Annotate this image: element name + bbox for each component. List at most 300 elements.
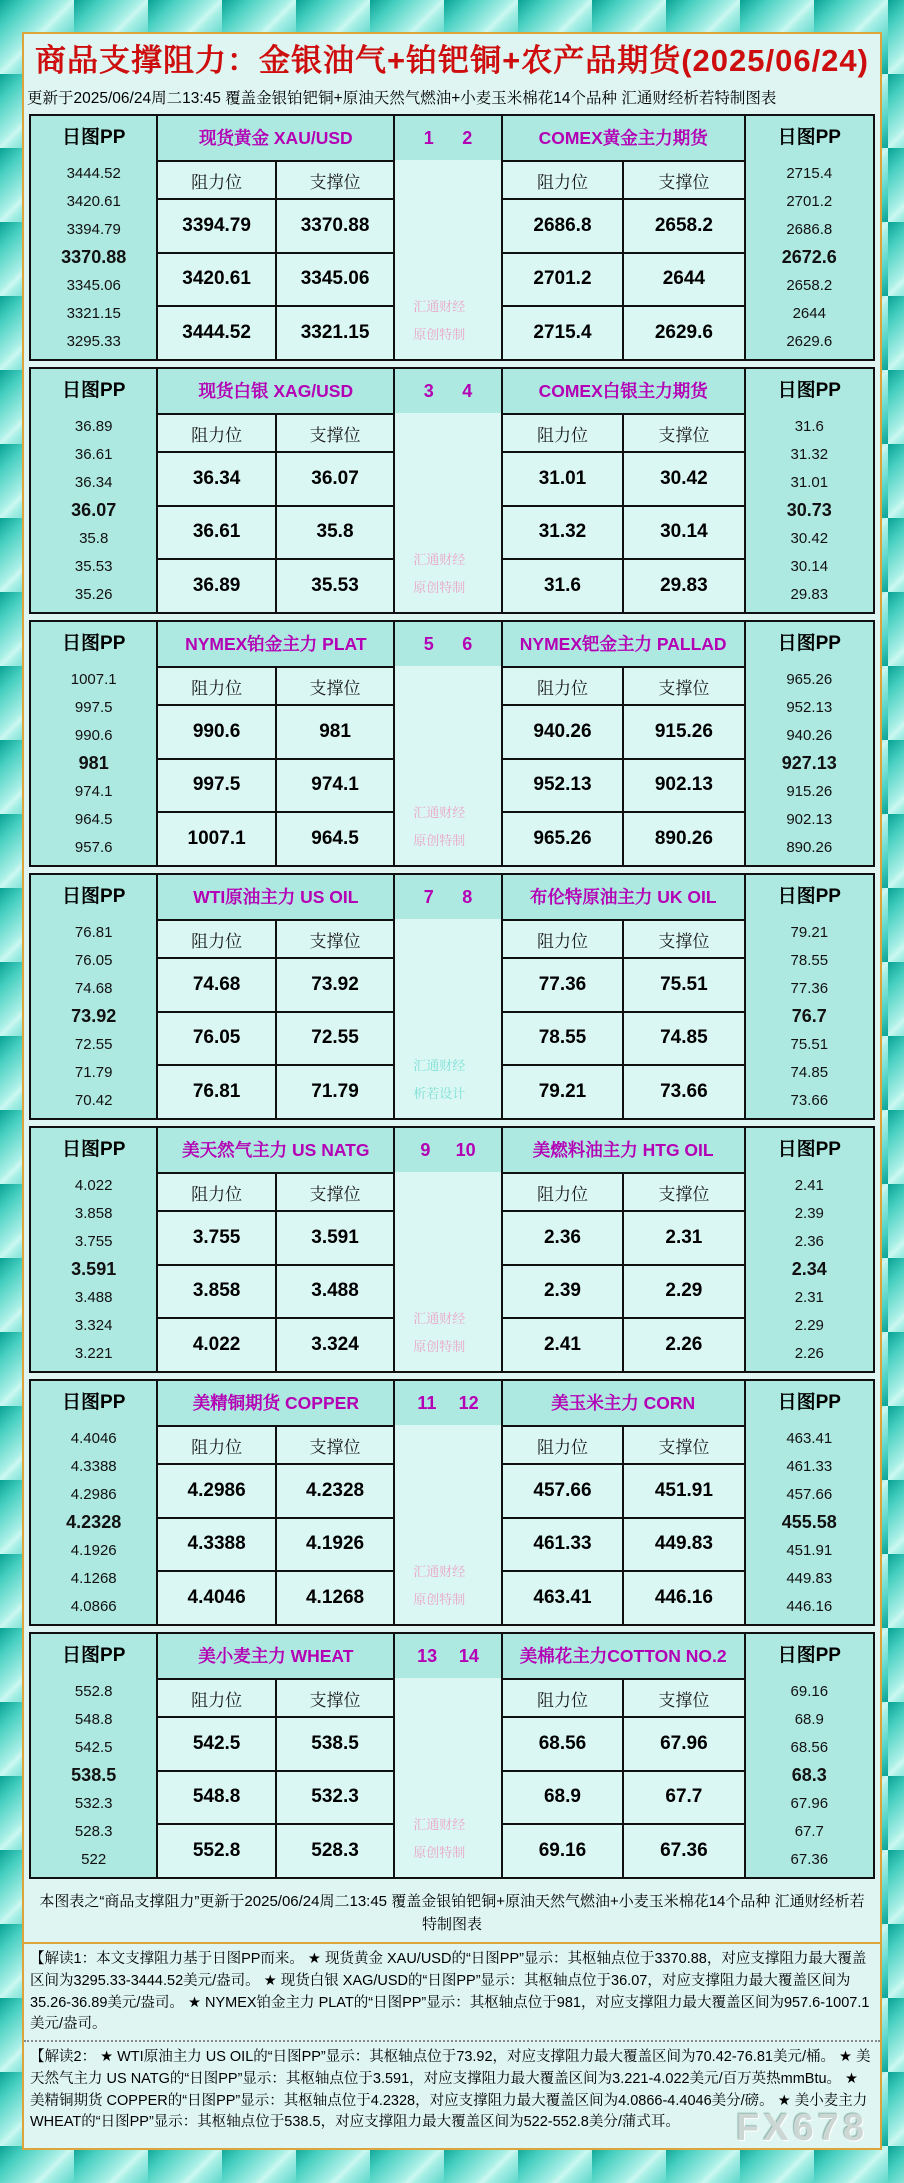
pp-values-left: [31, 413, 156, 612]
resistance-value: 997.5: [158, 760, 274, 812]
support-value: 902.13: [624, 760, 743, 812]
section-number-left: 11: [417, 1392, 437, 1413]
resistance-value: 31.01: [503, 453, 622, 505]
resistance-value: 4.3388: [158, 1519, 274, 1571]
pp-value: 542.5: [74, 1739, 113, 1757]
pp-value: 3.755: [74, 1233, 113, 1251]
content-box: [22, 32, 882, 2150]
pp-pivot-value: 73.92: [71, 1006, 117, 1026]
resistance-value: 965.26: [503, 813, 622, 865]
pp-value: 957.6: [74, 838, 113, 856]
section-number-left: 3: [423, 380, 434, 401]
watermark-line2: 析若设计: [413, 1086, 466, 1102]
pp-pivot-value: 3.591: [71, 1259, 117, 1279]
middle-column: [395, 116, 501, 359]
pp-header-left: 日图PP: [62, 127, 126, 148]
pp-header-right: 日图PP: [777, 1392, 841, 1413]
left-instrument-title: WTI原油主力 US OIL: [193, 887, 359, 907]
pp-column-right: [746, 116, 873, 359]
pp-value: 461.33: [786, 1458, 833, 1476]
watermark-line2: 原创特制: [413, 1592, 466, 1608]
support-value: 2.26: [624, 1319, 743, 1371]
left-sr-table: [158, 160, 393, 359]
resistance-value: 461.33: [503, 1519, 622, 1571]
resistance-header: 阻力位: [503, 162, 622, 198]
left-sr-table: [158, 919, 393, 1118]
section-number-right: 4: [462, 380, 473, 401]
pp-value: 4.2986: [70, 1486, 117, 1504]
pp-column-left: [31, 1634, 156, 1877]
pp-value: 457.66: [786, 1486, 833, 1504]
left-instrument-title: 美天然气主力 US NATG: [182, 1140, 370, 1160]
left-instrument-table: [156, 875, 395, 1118]
right-instrument-title: 美燃料油主力 HTG OIL: [532, 1140, 714, 1160]
pp-value: 31.01: [790, 474, 829, 492]
pp-value: 3444.52: [66, 165, 121, 183]
left-instrument-table: [156, 116, 395, 359]
update-subtitle: 更新于2025/06/24周二13:45 覆盖金银铂钯铜+原油天然气燃油+小麦玉米棉花14个品种 汇通财经析若特制图表: [27, 90, 777, 107]
resistance-value: 68.56: [503, 1718, 622, 1770]
right-sr-table: [503, 919, 744, 1118]
pp-value: 2.41: [794, 1177, 824, 1195]
pp-pivot-value: 76.7: [791, 1006, 827, 1026]
support-value: 4.1926: [277, 1519, 393, 1571]
resistance-value: 36.34: [158, 453, 274, 505]
resistance-value: 2.41: [503, 1319, 622, 1371]
support-value: 35.53: [277, 560, 393, 612]
pp-values-left: [31, 666, 156, 865]
pp-pivot-value: 981: [78, 753, 109, 773]
support-header: 支撑位: [624, 415, 743, 451]
pp-value: 36.61: [74, 446, 113, 464]
resistance-value: 457.66: [503, 1465, 622, 1517]
commodity-section: [29, 1379, 875, 1626]
left-instrument-table: [156, 369, 395, 612]
pp-header-left: 日图PP: [62, 1139, 126, 1160]
section-numbers: [395, 1128, 501, 1172]
pp-values-left: [31, 1425, 156, 1624]
pp-value: 965.26: [786, 671, 833, 689]
pp-value: 67.7: [794, 1822, 824, 1840]
watermark-line1: 汇通财经: [413, 1311, 466, 1327]
resistance-value: 3.755: [158, 1212, 274, 1264]
pp-value: 30.42: [790, 529, 829, 547]
pp-value: 30.14: [790, 557, 829, 575]
pp-header-right: 日图PP: [777, 1645, 841, 1666]
support-value: 2.31: [624, 1212, 743, 1264]
resistance-value: 940.26: [503, 706, 622, 758]
support-value: 451.91: [624, 1465, 743, 1517]
middle-column: [395, 1128, 501, 1371]
support-value: 890.26: [624, 813, 743, 865]
pp-value: 67.36: [790, 1850, 829, 1868]
pp-value: 4.1268: [70, 1569, 117, 1587]
pp-pivot-value: 2672.6: [781, 247, 837, 267]
pp-value: 915.26: [786, 782, 833, 800]
brand-watermark: [395, 1558, 501, 1624]
right-instrument-title: 布伦特原油主力 UK OIL: [529, 887, 717, 907]
support-value: 3370.88: [277, 200, 393, 252]
section-number-left: 5: [423, 633, 434, 654]
commodity-section: [29, 114, 875, 361]
pp-value: 2.31: [794, 1288, 824, 1306]
pp-value: 997.5: [74, 699, 113, 717]
support-value: 4.1268: [277, 1572, 393, 1624]
pp-value: 2.39: [794, 1205, 824, 1223]
section-number-left: 1: [423, 127, 434, 148]
pp-pivot-value: 927.13: [781, 753, 837, 773]
support-value: 30.14: [624, 507, 743, 559]
support-value: 67.7: [624, 1772, 743, 1824]
resistance-value: 2701.2: [503, 254, 622, 306]
pp-column-left: [31, 1381, 156, 1624]
left-instrument-title: 现货白银 XAG/USD: [198, 381, 354, 401]
support-value: 2.29: [624, 1266, 743, 1318]
watermark-line2: 原创特制: [413, 1339, 466, 1355]
brand-watermark: [395, 1052, 501, 1118]
resistance-value: 463.41: [503, 1572, 622, 1624]
watermark-line1: 汇通财经: [413, 1564, 466, 1580]
section-numbers: [395, 622, 501, 666]
watermark-line2: 原创特制: [413, 580, 466, 596]
pp-value: 548.8: [74, 1711, 113, 1729]
support-value: 67.36: [624, 1825, 743, 1877]
pp-header-right: 日图PP: [777, 380, 841, 401]
pp-value: 3.858: [74, 1205, 113, 1223]
left-instrument-table: [156, 1634, 395, 1877]
left-sr-table: [158, 1678, 393, 1877]
pp-value: 528.3: [74, 1822, 113, 1840]
resistance-header: 阻力位: [158, 921, 274, 957]
section-numbers: [395, 1634, 501, 1678]
support-value: 36.07: [277, 453, 393, 505]
middle-column: [395, 369, 501, 612]
pp-pivot-value: 36.07: [71, 500, 117, 520]
support-value: 981: [277, 706, 393, 758]
pp-column-left: [31, 369, 156, 612]
resistance-value: 4.2986: [158, 1465, 274, 1517]
resistance-value: 542.5: [158, 1718, 274, 1770]
support-header: 支撑位: [277, 1427, 393, 1463]
pp-header-left: 日图PP: [62, 1645, 126, 1666]
section-number-right: 2: [462, 127, 473, 148]
pp-value: 2644: [792, 304, 826, 322]
support-value: 30.42: [624, 453, 743, 505]
left-instrument-title: NYMEX铂金主力 PLAT: [185, 634, 367, 654]
pp-value: 2.26: [794, 1344, 824, 1362]
support-value: 3345.06: [277, 254, 393, 306]
section-number-right: 10: [455, 1139, 476, 1160]
support-value: 3.591: [277, 1212, 393, 1264]
support-value: 538.5: [277, 1718, 393, 1770]
pp-column-left: [31, 116, 156, 359]
section-number-left: 7: [423, 886, 434, 907]
resistance-value: 2.36: [503, 1212, 622, 1264]
pp-column-left: [31, 875, 156, 1118]
left-sr-table: [158, 1425, 393, 1624]
resistance-value: 952.13: [503, 760, 622, 812]
support-value: 2629.6: [624, 307, 743, 359]
pp-value: 890.26: [786, 838, 833, 856]
pp-values-right: [746, 1425, 873, 1624]
pp-value: 990.6: [74, 727, 113, 745]
section-number-right: 6: [462, 633, 473, 654]
support-header: 支撑位: [277, 1680, 393, 1716]
support-value: 915.26: [624, 706, 743, 758]
resistance-value: 76.81: [158, 1066, 274, 1118]
right-sr-table: [503, 160, 744, 359]
resistance-value: 74.68: [158, 959, 274, 1011]
resistance-value: 68.9: [503, 1772, 622, 1824]
support-value: 72.55: [277, 1013, 393, 1065]
brand-watermark: [395, 546, 501, 612]
pp-pivot-value: 2.34: [791, 1259, 827, 1279]
support-value: 35.8: [277, 507, 393, 559]
left-sr-table: [158, 666, 393, 865]
resistance-header: 阻力位: [503, 1427, 622, 1463]
pp-value: 2701.2: [786, 193, 833, 211]
pp-value: 463.41: [786, 1430, 833, 1448]
left-instrument-title: 美小麦主力 WHEAT: [198, 1646, 354, 1666]
resistance-value: 3444.52: [158, 307, 274, 359]
pp-value: 3295.33: [66, 332, 121, 350]
brand-watermark: [395, 799, 501, 865]
support-value: 4.2328: [277, 1465, 393, 1517]
right-sr-table: [503, 413, 744, 612]
pp-value: 31.6: [794, 418, 824, 436]
pp-header-right: 日图PP: [777, 633, 841, 654]
pp-value: 451.91: [786, 1541, 833, 1559]
section-numbers: [395, 1381, 501, 1425]
support-value: 964.5: [277, 813, 393, 865]
pp-value: 4.0866: [70, 1597, 117, 1615]
pp-value: 940.26: [786, 727, 833, 745]
resistance-header: 阻力位: [503, 921, 622, 957]
commodity-section: [29, 1632, 875, 1879]
middle-column: [395, 1381, 501, 1624]
resistance-value: 2.39: [503, 1266, 622, 1318]
middle-column: [395, 1634, 501, 1877]
pp-value: 35.26: [74, 585, 113, 603]
pp-value: 3.221: [74, 1344, 113, 1362]
resistance-value: 1007.1: [158, 813, 274, 865]
pp-value: 74.85: [790, 1063, 829, 1081]
pp-value: 964.5: [74, 810, 113, 828]
support-header: 支撑位: [277, 668, 393, 704]
support-value: 3.324: [277, 1319, 393, 1371]
pp-value: 2658.2: [786, 276, 833, 294]
support-value: 3321.15: [277, 307, 393, 359]
pp-value: 76.81: [74, 924, 113, 942]
pp-header-left: 日图PP: [62, 886, 126, 907]
pp-column-right: [746, 875, 873, 1118]
resistance-value: 4.4046: [158, 1572, 274, 1624]
support-header: 支撑位: [624, 921, 743, 957]
resistance-value: 36.61: [158, 507, 274, 559]
pp-value: 3.324: [74, 1316, 113, 1334]
right-sr-table: [503, 1425, 744, 1624]
pp-header-left: 日图PP: [62, 380, 126, 401]
pp-value: 76.05: [74, 952, 113, 970]
left-instrument-table: [156, 1381, 395, 1624]
pp-value: 36.34: [74, 474, 113, 492]
right-instrument-table: [501, 622, 746, 865]
pp-values-left: [31, 160, 156, 359]
support-value: 2658.2: [624, 200, 743, 252]
resistance-value: 990.6: [158, 706, 274, 758]
right-instrument-table: [501, 116, 746, 359]
right-instrument-table: [501, 875, 746, 1118]
watermark-line1: 汇通财经: [413, 805, 466, 821]
pp-value: 78.55: [790, 952, 829, 970]
pp-values-left: [31, 1678, 156, 1877]
right-sr-table: [503, 666, 744, 865]
pp-value: 552.8: [74, 1683, 113, 1701]
note-interpretation-1: 【解读1：本文支撑阻力基于日图PP而来。 ★ 现货黄金 XAU/USD的“日图PP”显示：其枢轴点位于3370.88，对应支撑阻力最大覆盖区间为3295.33-3444.52美元/盎司。 ★ 现货白银 XAG/USD的“日图PP”显示：其枢轴点位于36.07，对应支撑阻力最大覆盖区间为35.26-36.89美元/盎司。 ★ NYMEX铂金主力 PLAT的“日图PP”显示：其枢轴点位于981，对应支撑阻力最大覆盖区间为957.6-1007.1美元/盎司。: [30, 1951, 870, 2033]
pp-value: 29.83: [790, 585, 829, 603]
pp-value: 2.29: [794, 1316, 824, 1334]
pp-value: 1007.1: [70, 671, 117, 689]
pp-value: 31.32: [790, 446, 829, 464]
pp-pivot-value: 3370.88: [61, 247, 127, 267]
pp-value: 4.3388: [70, 1458, 117, 1476]
middle-body: [395, 919, 501, 1118]
watermark-line1: 汇通财经: [413, 299, 466, 315]
pp-value: 3420.61: [66, 193, 121, 211]
support-value: 2644: [624, 254, 743, 306]
pp-value: 2629.6: [786, 332, 833, 350]
left-sr-table: [158, 1172, 393, 1371]
footer-note: 本图表之“商品支撑阻力”更新于2025/06/24周二13:45 覆盖金银铂钯铜+原油天然气燃油+小麦玉米棉花14个品种 汇通财经析若特制图表: [24, 1886, 880, 1944]
pp-value: 532.3: [74, 1794, 113, 1812]
section-number-right: 8: [462, 886, 473, 907]
brand-watermark: [395, 293, 501, 359]
section-numbers: [395, 116, 501, 160]
middle-body: [395, 160, 501, 359]
support-header: 支撑位: [277, 162, 393, 198]
support-header: 支撑位: [624, 1680, 743, 1716]
pp-values-right: [746, 666, 873, 865]
right-instrument-table: [501, 1634, 746, 1877]
resistance-header: 阻力位: [503, 1680, 622, 1716]
resistance-value: 31.32: [503, 507, 622, 559]
note-interpretation-2: 【解读2： ★ WTI原油主力 US OIL的“日图PP”显示：其枢轴点位于73.92，对应支撑阻力最大覆盖区间为70.42-76.81美元/桶。 ★ 美天然气主力 US NATG的“日图PP”显示：其枢轴点位于3.591，对应支撑阻力最大覆盖区间为3.221-4.022美元/百万英热mmBtu。 ★ 美精铜期货 COPPER的“日图PP”显示：其枢轴点位于4.2328，对应支撑阻力最大覆盖区间为4.0866-4.4046美分/磅。 ★ 美小麦主力 WHEAT的“日图PP”显示：其枢轴点位于538.5，对应支撑阻力最大覆盖区间为522-552.8美分/蒲式耳。: [24, 2040, 880, 2138]
resistance-value: 69.16: [503, 1825, 622, 1877]
pp-value: 35.53: [74, 557, 113, 575]
section-numbers: [395, 875, 501, 919]
middle-column: [395, 875, 501, 1118]
resistance-header: 阻力位: [158, 668, 274, 704]
pp-values-right: [746, 160, 873, 359]
support-header: 支撑位: [277, 1174, 393, 1210]
support-header: 支撑位: [624, 162, 743, 198]
resistance-value: 548.8: [158, 1772, 274, 1824]
left-instrument-table: [156, 1128, 395, 1371]
middle-body: [395, 1678, 501, 1877]
resistance-header: 阻力位: [158, 1680, 274, 1716]
pp-value: 4.4046: [70, 1430, 117, 1448]
resistance-value: 2686.8: [503, 200, 622, 252]
right-instrument-title: COMEX黄金主力期货: [538, 128, 708, 148]
pp-values-right: [746, 1678, 873, 1877]
commodity-section: [29, 873, 875, 1120]
right-instrument-title: 美棉花主力COTTON NO.2: [519, 1646, 727, 1666]
watermark-line2: 原创特制: [413, 833, 466, 849]
support-header: 支撑位: [624, 1427, 743, 1463]
right-sr-table: [503, 1678, 744, 1877]
right-instrument-title: NYMEX钯金主力 PALLAD: [519, 634, 727, 654]
support-value: 74.85: [624, 1013, 743, 1065]
resistance-value: 78.55: [503, 1013, 622, 1065]
right-instrument-table: [501, 1381, 746, 1624]
pp-pivot-value: 68.3: [791, 1765, 827, 1785]
support-value: 73.92: [277, 959, 393, 1011]
resistance-header: 阻力位: [503, 1174, 622, 1210]
pp-header-right: 日图PP: [777, 886, 841, 907]
support-value: 73.66: [624, 1066, 743, 1118]
pp-value: 74.68: [74, 980, 113, 998]
right-instrument-title: COMEX白银主力期货: [538, 381, 708, 401]
pp-pivot-value: 538.5: [71, 1765, 117, 1785]
resistance-value: 79.21: [503, 1066, 622, 1118]
section-number-right: 14: [458, 1645, 479, 1666]
pp-header-left: 日图PP: [62, 633, 126, 654]
pp-column-left: [31, 1128, 156, 1371]
resistance-header: 阻力位: [158, 1427, 274, 1463]
pp-value: 446.16: [786, 1597, 833, 1615]
support-value: 528.3: [277, 1825, 393, 1877]
section-number-right: 12: [458, 1392, 479, 1413]
watermark-line2: 原创特制: [413, 1845, 466, 1861]
pp-value: 974.1: [74, 782, 113, 800]
resistance-value: 76.05: [158, 1013, 274, 1065]
commodity-section: [29, 620, 875, 867]
brand-watermark: [395, 1305, 501, 1371]
resistance-header: 阻力位: [503, 668, 622, 704]
right-instrument-table: [501, 1128, 746, 1371]
pp-values-left: [31, 919, 156, 1118]
pp-value: 68.56: [790, 1739, 829, 1757]
resistance-value: 4.022: [158, 1319, 274, 1371]
resistance-value: 36.89: [158, 560, 274, 612]
pp-value: 72.55: [74, 1035, 113, 1053]
section-numbers: [395, 369, 501, 413]
pp-values-left: [31, 1172, 156, 1371]
resistance-value: 552.8: [158, 1825, 274, 1877]
resistance-header: 阻力位: [158, 162, 274, 198]
pp-value: 70.42: [74, 1091, 113, 1109]
pp-value: 952.13: [786, 699, 833, 717]
support-value: 3.488: [277, 1266, 393, 1318]
fx678-logo: FX678: [736, 2107, 868, 2149]
pp-column-right: [746, 1381, 873, 1624]
pp-value: 902.13: [786, 810, 833, 828]
commodity-section: [29, 367, 875, 614]
pp-value: 69.16: [790, 1683, 829, 1701]
pp-value: 2686.8: [786, 221, 833, 239]
sections: [24, 114, 880, 1885]
resistance-header: 阻力位: [158, 415, 274, 451]
resistance-value: 3420.61: [158, 254, 274, 306]
right-instrument-table: [501, 369, 746, 612]
pp-value: 36.89: [74, 418, 113, 436]
resistance-value: 2715.4: [503, 307, 622, 359]
pp-values-right: [746, 1172, 873, 1371]
left-instrument-title: 美精铜期货 COPPER: [192, 1393, 359, 1413]
pp-value: 73.66: [790, 1091, 829, 1109]
brand-watermark: [395, 1811, 501, 1877]
commodity-section: [29, 1126, 875, 1373]
